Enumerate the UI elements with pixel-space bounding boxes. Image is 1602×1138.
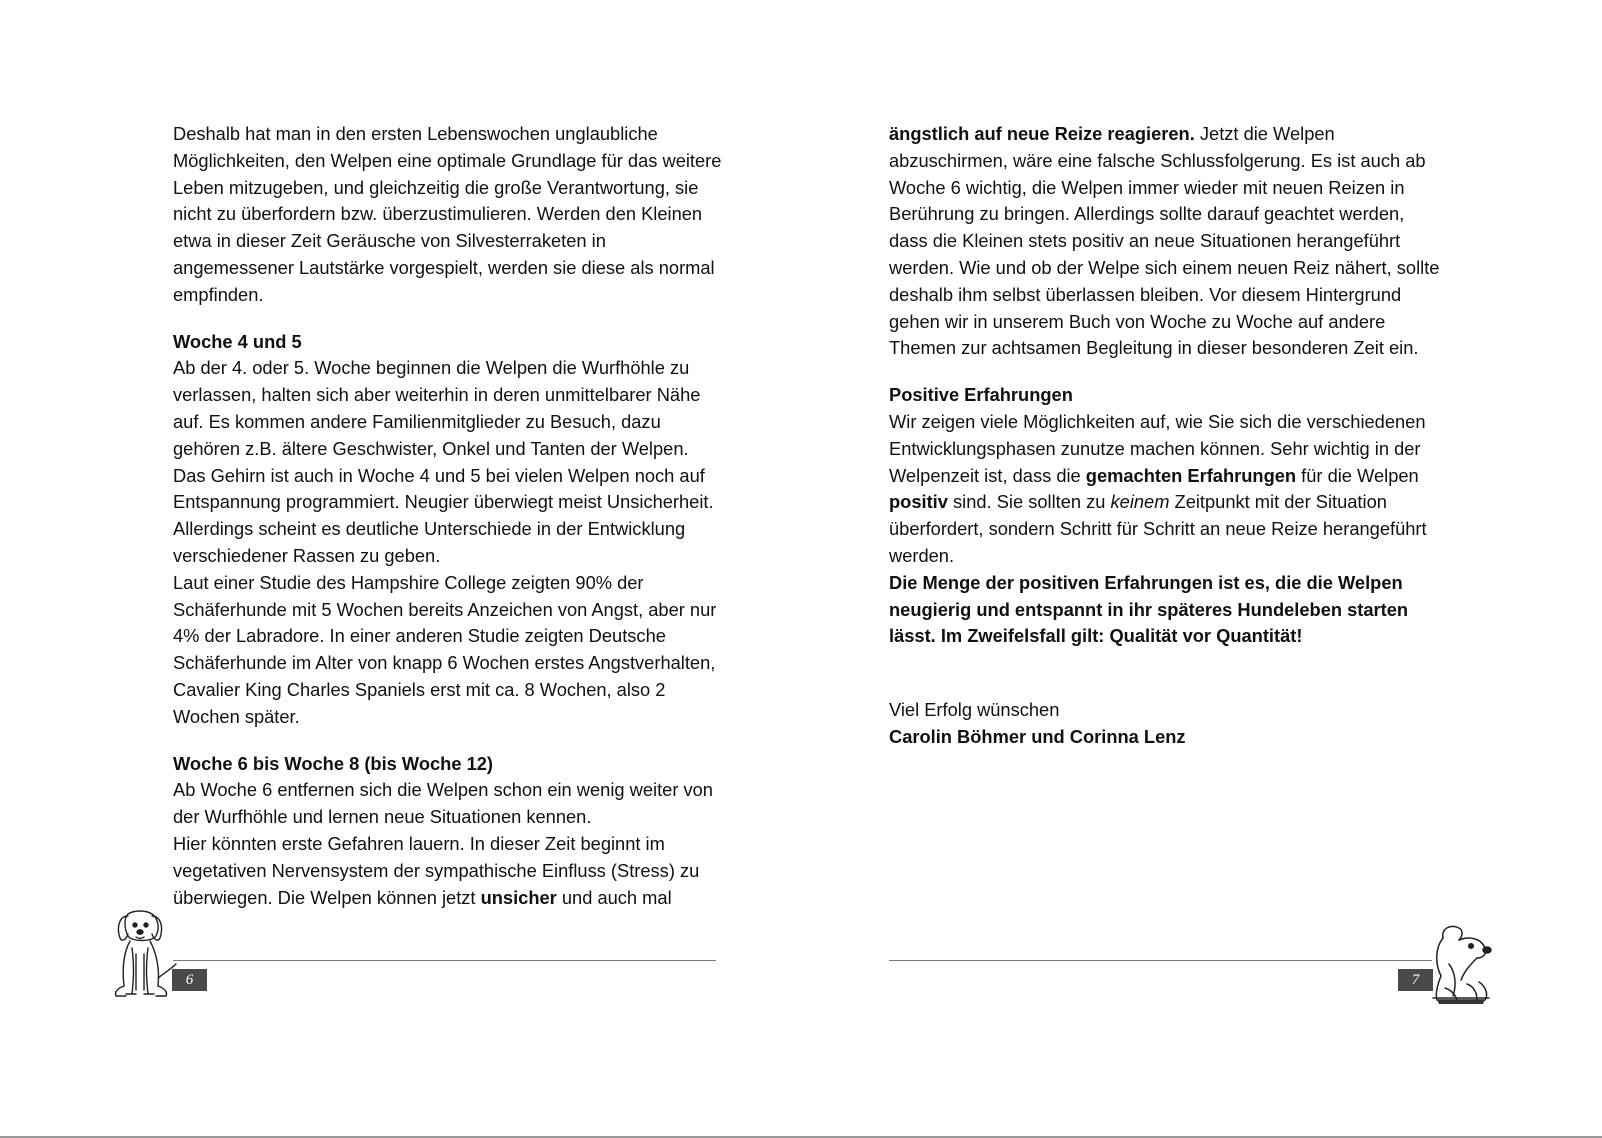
emphasis-keinem: keinem [1110,491,1170,513]
left-page [173,121,725,911]
emphasis-anxious: ängstlich auf neue Reize reagieren. [889,123,1195,144]
text-run: Jetzt die Welpen abzuschirmen, wäre eine falsche Schlussfolgerung. Es ist auch ab Woche 6 wichtig, die Welpen immer wieder mit neuen Reizen in Berührung zu bringen. Allerdings sollte darauf geachtet werden, dass die Kleinen stets positiv an neue Situationen herangeführt werden. Wie und ob der Welpe sich einem neuen Reiz nähert, sollte deshalb ihm selbst überlassen bleiben. Vor diesem Hintergrund gehen wir in unserem Buch von Woche zu Woche auf andere Themen zur achtsamen Begleitung in dieser besonderen Zeit ein. [889,123,1440,359]
footer-rule-left [173,960,716,961]
text-run: für die Welpen [1296,464,1419,486]
paragraph-possibilities [889,409,1441,570]
closing-greeting: Viel Erfolg wünschen [889,699,1060,721]
sitting-dog-icon [106,908,178,1000]
right-page [889,121,1441,751]
emphasis-positive: positiv [889,491,948,513]
text-run: Hier könnten erste Gefahren lauern. In dieser Zeit beginnt im vegetativen Nervensystem der sympathische Einfluss (Stress) zu überwiegen. Die Welpen können jetzt [173,832,700,908]
section-heading-week-4-5: Woche 4 und 5 [173,330,302,352]
authors-signature: Carolin Böhmer und Corinna Lenz [889,725,1186,747]
emphasis-experiences: gemachten Erfahrungen [1085,464,1297,486]
emphasis-unsicher: unsicher [480,886,557,908]
footer-rule-right [889,960,1432,961]
section-heading-positive: Positive Erfahrungen [889,384,1073,406]
page-number-right: 7 [1398,969,1433,991]
paragraph-dangers [173,831,725,911]
dog-head-icon [1425,924,1495,1004]
paragraph-week-6: Ab Woche 6 entfernen sich die Welpen schon ein wenig weiter von der Wurfhöhle und lernen neue Situationen kennen. [173,779,713,828]
text-run: und auch mal [556,886,672,908]
bold-conclusion: Die Menge der positiven Erfahrungen ist es, die die Welpen neugierig und entspannt in ihr späteres Hundeleben starten lässt. Im Zweifelsfall gilt: Qualität vor Quantität! [889,571,1409,647]
text-run: sind. Sie sollten zu [947,491,1111,513]
paragraph-week-4-5: Ab der 4. oder 5. Woche beginnen die Welpen die Wurfhöhle zu verlassen, halten sich aber weiterhin in deren unmittelbarer Nähe auf. Es kommen andere Familienmitglieder zu Besuch, dazu gehören z.B. ältere Geschwister, Onkel und Tanten der Welpen. Das Gehirn ist auch in Woche 4 und 5 bei vielen Welpen noch auf Entspannung programmiert. Neugier überwiegt meist Unsicherheit. Allerdings scheint es deutliche Unterschiede in der Entwicklung verschiedener Rassen zu geben. [173,357,714,566]
section-heading-week-6-8: Woche 6 bis Woche 8 (bis Woche 12) [173,752,494,774]
text-run: Zeitpunkt mit der Situation überfordert, sondern Schritt für Schritt an neue Reize herangeführt werden. [889,491,1427,566]
continued-paragraph [889,121,1441,362]
page-number-left: 6 [172,969,207,991]
text-run: Wir zeigen viele Möglichkeiten auf, wie Sie sich die verschiedenen Entwicklungsphasen zunutze machen können. Sehr wichtig in der Welpenzeit ist, dass die [889,410,1426,486]
paragraph-hampshire-study: Laut einer Studie des Hampshire College zeigten 90% der Schäferhunde mit 5 Wochen bereits Anzeichen von Angst, aber nur 4% der Labradore. In einer anderen Studie zeigten Deutsche Schäferhunde im Alter von knapp 6 Wochen erstes Angstverhalten, Cavalier King Charles Spaniels erst mit ca. 8 Wochen, also 2 Wochen später. [173,571,717,727]
intro-paragraph: Deshalb hat man in den ersten Lebenswochen unglaubliche Möglichkeiten, den Welpen eine optimale Grundlage für das weitere Leben mitzugeben, und gleichzeitig die große Verantwortung, sie nicht zu überfordern bzw. überzustimulieren. Werden den Kleinen etwa in dieser Zeit Geräusche von Silvesterraketen in angemessener Lautstärke vorgespielt, werden sie diese als normal empfinden. [173,123,722,305]
